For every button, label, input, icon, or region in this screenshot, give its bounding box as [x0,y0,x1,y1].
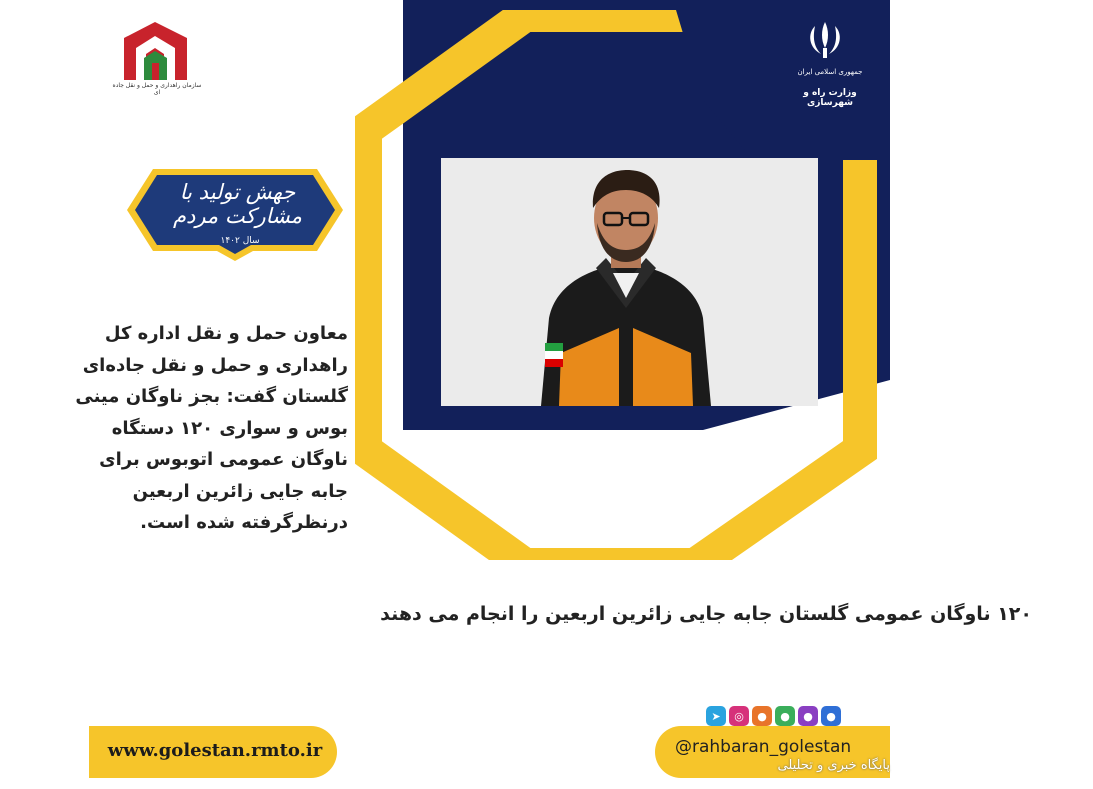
eitaa-icon[interactable]: ● [752,706,772,726]
iran-emblem-icon [795,18,855,62]
social-icons-row [706,704,851,728]
ministry-country-label: جمهوری اسلامی ایران [797,68,863,76]
rubika-icon[interactable]: ● [798,706,818,726]
frame-bottom-mask [380,560,900,600]
bale-icon[interactable]: ● [775,706,795,726]
rmto-caption: سازمان راهداری و حمل و نقل جاده ای [112,82,202,96]
official-photo [441,158,818,406]
slogan-year: سال ۱۴۰۲ [220,236,260,246]
agency-tagline: پایگاه خبری و تحلیلی [777,758,890,773]
telegram-icon[interactable]: ➤ [706,706,726,726]
social-handle[interactable]: @rahbaran_golestan [675,737,852,757]
article-headline: ۱۲۰ ناوگان عمومی گلستان جابه جایی زائرین اربعین را انجام می دهند [380,603,1032,625]
article-body: معاون حمل و نقل اداره کل راهداری و حمل و نقل جاده‌ای گلستان گفت: بجز ناوگان مینی بوس و سواری ۱۲۰ دستگاه ناوگان عمومی اتوبوس برای جابه جایی زائرین اربعین درنظرگرفته شده است. [75,323,348,533]
slogan-text: جهش تولید با مشارکت مردم [172,180,302,228]
website-link[interactable]: www.golestan.rmto.ir [107,740,323,761]
soroush-icon[interactable]: ● [821,706,841,726]
ministry-name-label: وزارت راه و شهرسازی [803,88,857,108]
instagram-icon[interactable]: ◎ [729,706,749,726]
